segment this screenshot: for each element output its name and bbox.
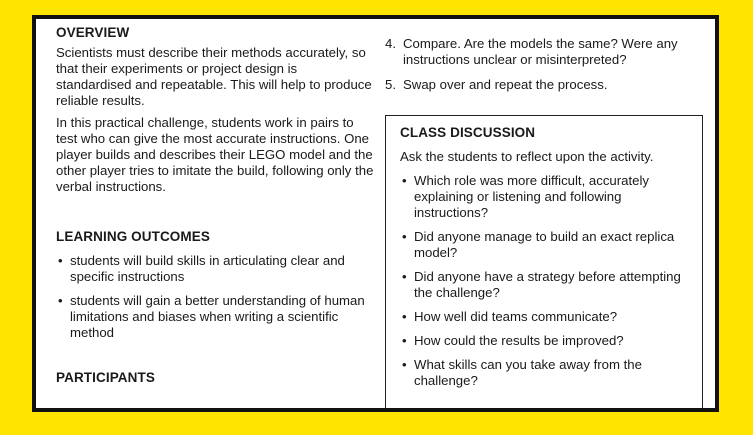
step-text: Compare. Are the models the same? Were any instructions unclear or misinterpreted? — [403, 36, 678, 67]
list-item: • How could the results be improved? — [400, 333, 688, 349]
list-item: • Did anyone have a strategy before attempting the challenge? — [400, 269, 688, 301]
participants-heading: PARTICIPANTS — [56, 370, 155, 385]
left-column — [56, 25, 374, 386]
document-frame — [32, 15, 719, 412]
step-item — [385, 36, 710, 68]
overview-heading: OVERVIEW — [56, 25, 130, 40]
step-item — [385, 77, 710, 93]
overview-paragraph-1: Scientists must describe their methods accurately, so that their experiments or project design is standardised and repeatable. This will help to produce reliable results. — [56, 45, 372, 108]
learning-outcomes-list — [56, 253, 374, 341]
document-page — [36, 19, 715, 408]
class-discussion-heading: CLASS DISCUSSION — [400, 125, 536, 140]
class-discussion-box — [385, 115, 703, 408]
right-column — [385, 36, 710, 102]
list-item: • What skills can you take away from the challenge? — [400, 357, 688, 389]
steps-list — [385, 36, 710, 93]
overview-paragraph-2: In this practical challenge, students work in pairs to test who can give the most accurate instructions. One player builds and describes their LEGO model and the other player tries to imitate the build, following only the verbal instructions. — [56, 115, 374, 194]
list-item: • students will build skills in articulating clear and specific instructions — [56, 253, 374, 285]
step-number: 5. — [385, 77, 396, 92]
step-number: 4. — [385, 36, 396, 51]
list-item: • Which role was more difficult, accurately explaining or listening and following instructions? — [400, 173, 688, 221]
class-discussion-list — [400, 173, 688, 389]
list-item: • How well did teams communicate? — [400, 309, 688, 325]
step-text: Swap over and repeat the process. — [403, 77, 608, 92]
list-item: • Did anyone manage to build an exact replica model? — [400, 229, 688, 261]
learning-outcomes-heading: LEARNING OUTCOMES — [56, 229, 210, 244]
list-item: • students will gain a better understanding of human limitations and biases when writing a scientific method — [56, 293, 374, 341]
class-discussion-intro: Ask the students to reflect upon the activity. — [400, 149, 654, 164]
